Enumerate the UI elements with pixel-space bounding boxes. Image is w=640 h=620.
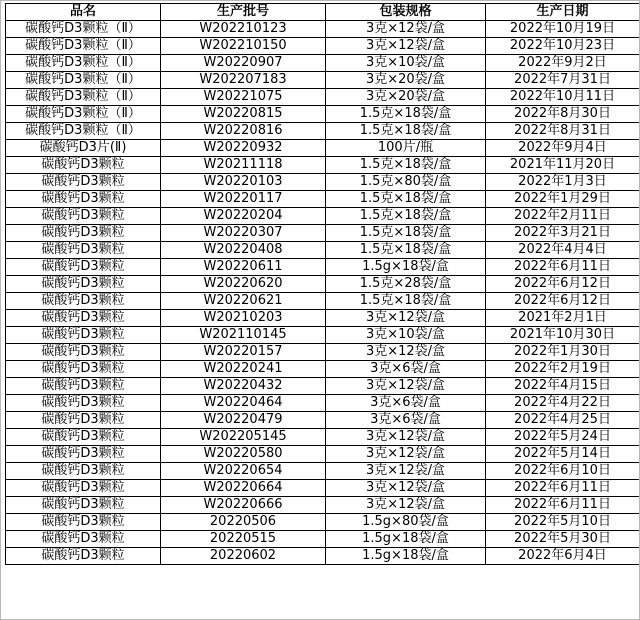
cell-product-name: 碳酸钙D3颗粒（Ⅱ） bbox=[6, 21, 161, 38]
cell-package-spec: 100片/瓶 bbox=[326, 140, 486, 157]
cell-product-name: 碳酸钙D3颗粒 bbox=[6, 208, 161, 225]
table-row bbox=[6, 276, 640, 293]
cell-production-date: 2022年6月12日 bbox=[486, 293, 640, 310]
cell-package-spec: 3克×12袋/盒 bbox=[326, 378, 486, 395]
cell-package-spec: 1.5g×18袋/盒 bbox=[326, 259, 486, 276]
cell-batch-number: W20220932 bbox=[161, 140, 326, 157]
cell-package-spec: 3克×12袋/盒 bbox=[326, 21, 486, 38]
cell-batch-number: W20220432 bbox=[161, 378, 326, 395]
table-row bbox=[6, 123, 640, 140]
cell-batch-number: W20220479 bbox=[161, 412, 326, 429]
cell-production-date: 2022年4月25日 bbox=[486, 412, 640, 429]
cell-product-name: 碳酸钙D3颗粒 bbox=[6, 361, 161, 378]
cell-production-date: 2022年10月11日 bbox=[486, 89, 640, 106]
cell-product-name: 碳酸钙D3颗粒 bbox=[6, 259, 161, 276]
cell-product-name: 碳酸钙D3颗粒 bbox=[6, 548, 161, 565]
cell-production-date: 2022年5月14日 bbox=[486, 446, 640, 463]
cell-production-date: 2022年1月3日 bbox=[486, 174, 640, 191]
table-row bbox=[6, 174, 640, 191]
cell-production-date: 2022年8月31日 bbox=[486, 123, 640, 140]
header-batch-number: 生产批号 bbox=[161, 4, 326, 21]
cell-product-name: 碳酸钙D3颗粒 bbox=[6, 480, 161, 497]
cell-batch-number: W20220580 bbox=[161, 446, 326, 463]
cell-batch-number: 20220515 bbox=[161, 531, 326, 548]
cell-product-name: 碳酸钙D3颗粒 bbox=[6, 327, 161, 344]
batch-table bbox=[5, 3, 640, 565]
cell-product-name: 碳酸钙D3颗粒 bbox=[6, 242, 161, 259]
cell-package-spec: 1.5克×80袋/盒 bbox=[326, 174, 486, 191]
cell-batch-number: W202207183 bbox=[161, 72, 326, 89]
cell-package-spec: 3克×10袋/盒 bbox=[326, 55, 486, 72]
cell-package-spec: 3克×6袋/盒 bbox=[326, 361, 486, 378]
cell-production-date: 2022年2月19日 bbox=[486, 361, 640, 378]
cell-batch-number: W20220907 bbox=[161, 55, 326, 72]
cell-package-spec: 3克×12袋/盒 bbox=[326, 344, 486, 361]
cell-production-date: 2022年7月31日 bbox=[486, 72, 640, 89]
cell-package-spec: 3克×12袋/盒 bbox=[326, 480, 486, 497]
table-row bbox=[6, 208, 640, 225]
cell-production-date: 2022年4月4日 bbox=[486, 242, 640, 259]
table-row bbox=[6, 259, 640, 276]
table-body bbox=[6, 21, 640, 565]
cell-product-name: 碳酸钙D3片(Ⅱ) bbox=[6, 140, 161, 157]
table-row bbox=[6, 191, 640, 208]
cell-product-name: 碳酸钙D3颗粒（Ⅱ） bbox=[6, 72, 161, 89]
cell-batch-number: W20220241 bbox=[161, 361, 326, 378]
cell-product-name: 碳酸钙D3颗粒 bbox=[6, 310, 161, 327]
cell-product-name: 碳酸钙D3颗粒 bbox=[6, 276, 161, 293]
cell-production-date: 2021年10月30日 bbox=[486, 327, 640, 344]
cell-batch-number: 20220602 bbox=[161, 548, 326, 565]
cell-product-name: 碳酸钙D3颗粒 bbox=[6, 497, 161, 514]
cell-product-name: 碳酸钙D3颗粒 bbox=[6, 514, 161, 531]
cell-product-name: 碳酸钙D3颗粒 bbox=[6, 412, 161, 429]
cell-batch-number: W20220204 bbox=[161, 208, 326, 225]
cell-batch-number: W20220464 bbox=[161, 395, 326, 412]
cell-package-spec: 1.5克×18袋/盒 bbox=[326, 242, 486, 259]
cell-product-name: 碳酸钙D3颗粒 bbox=[6, 378, 161, 395]
table-row bbox=[6, 140, 640, 157]
cell-product-name: 碳酸钙D3颗粒 bbox=[6, 174, 161, 191]
cell-package-spec: 1.5克×18袋/盒 bbox=[326, 208, 486, 225]
cell-production-date: 2022年6月12日 bbox=[486, 276, 640, 293]
cell-package-spec: 1.5克×18袋/盒 bbox=[326, 293, 486, 310]
cell-batch-number: W202110145 bbox=[161, 327, 326, 344]
header-production-date: 生产日期 bbox=[486, 4, 640, 21]
cell-production-date: 2022年9月2日 bbox=[486, 55, 640, 72]
cell-batch-number: 20220506 bbox=[161, 514, 326, 531]
cell-batch-number: W20220666 bbox=[161, 497, 326, 514]
table-row bbox=[6, 497, 640, 514]
cell-product-name: 碳酸钙D3颗粒 bbox=[6, 531, 161, 548]
table-row bbox=[6, 378, 640, 395]
header-package-spec: 包装规格 bbox=[326, 4, 486, 21]
table-row bbox=[6, 480, 640, 497]
cell-package-spec: 1.5克×18袋/盒 bbox=[326, 157, 486, 174]
cell-package-spec: 1.5克×18袋/盒 bbox=[326, 123, 486, 140]
table-row bbox=[6, 412, 640, 429]
table-header-row bbox=[6, 4, 640, 21]
cell-package-spec: 3克×12袋/盒 bbox=[326, 497, 486, 514]
table-row bbox=[6, 242, 640, 259]
cell-batch-number: W20220815 bbox=[161, 106, 326, 123]
cell-package-spec: 1.5g×80袋/盒 bbox=[326, 514, 486, 531]
cell-production-date: 2022年5月10日 bbox=[486, 514, 640, 531]
table-row bbox=[6, 446, 640, 463]
cell-package-spec: 3克×12袋/盒 bbox=[326, 446, 486, 463]
cell-production-date: 2022年9月4日 bbox=[486, 140, 640, 157]
cell-package-spec: 1.5克×18袋/盒 bbox=[326, 106, 486, 123]
cell-production-date: 2022年6月4日 bbox=[486, 548, 640, 565]
cell-batch-number: W20220408 bbox=[161, 242, 326, 259]
cell-production-date: 2022年4月22日 bbox=[486, 395, 640, 412]
cell-package-spec: 3克×6袋/盒 bbox=[326, 412, 486, 429]
cell-production-date: 2021年11月20日 bbox=[486, 157, 640, 174]
cell-product-name: 碳酸钙D3颗粒 bbox=[6, 293, 161, 310]
cell-production-date: 2022年6月11日 bbox=[486, 497, 640, 514]
table-row bbox=[6, 21, 640, 38]
cell-production-date: 2022年4月15日 bbox=[486, 378, 640, 395]
cell-batch-number: W20220117 bbox=[161, 191, 326, 208]
cell-product-name: 碳酸钙D3颗粒 bbox=[6, 446, 161, 463]
cell-production-date: 2022年6月10日 bbox=[486, 463, 640, 480]
cell-product-name: 碳酸钙D3颗粒（Ⅱ） bbox=[6, 55, 161, 72]
cell-production-date: 2022年6月11日 bbox=[486, 480, 640, 497]
cell-package-spec: 1.5克×28袋/盒 bbox=[326, 276, 486, 293]
table-row bbox=[6, 72, 640, 89]
cell-batch-number: W20220611 bbox=[161, 259, 326, 276]
table-row bbox=[6, 514, 640, 531]
cell-production-date: 2022年1月29日 bbox=[486, 191, 640, 208]
cell-package-spec: 1.5克×18袋/盒 bbox=[326, 191, 486, 208]
cell-batch-number: W20220816 bbox=[161, 123, 326, 140]
cell-batch-number: W20220654 bbox=[161, 463, 326, 480]
cell-product-name: 碳酸钙D3颗粒（Ⅱ） bbox=[6, 38, 161, 55]
cell-product-name: 碳酸钙D3颗粒（Ⅱ） bbox=[6, 89, 161, 106]
cell-product-name: 碳酸钙D3颗粒 bbox=[6, 463, 161, 480]
table-row bbox=[6, 395, 640, 412]
cell-production-date: 2022年8月30日 bbox=[486, 106, 640, 123]
cell-product-name: 碳酸钙D3颗粒 bbox=[6, 157, 161, 174]
cell-production-date: 2022年5月24日 bbox=[486, 429, 640, 446]
cell-batch-number: W20211118 bbox=[161, 157, 326, 174]
cell-production-date: 2021年2月1日 bbox=[486, 310, 640, 327]
cell-package-spec: 3克×12袋/盒 bbox=[326, 463, 486, 480]
cell-package-spec: 3克×12袋/盒 bbox=[326, 38, 486, 55]
cell-production-date: 2022年6月11日 bbox=[486, 259, 640, 276]
table-row bbox=[6, 293, 640, 310]
cell-package-spec: 3克×12袋/盒 bbox=[326, 429, 486, 446]
cell-batch-number: W20220157 bbox=[161, 344, 326, 361]
cell-batch-number: W20220664 bbox=[161, 480, 326, 497]
cell-package-spec: 1.5克×18袋/盒 bbox=[326, 225, 486, 242]
table-row bbox=[6, 55, 640, 72]
table-row bbox=[6, 531, 640, 548]
cell-package-spec: 3克×6袋/盒 bbox=[326, 395, 486, 412]
table-row bbox=[6, 38, 640, 55]
cell-batch-number: W20220307 bbox=[161, 225, 326, 242]
table-row bbox=[6, 548, 640, 565]
table-row bbox=[6, 344, 640, 361]
cell-package-spec: 3克×20袋/盒 bbox=[326, 72, 486, 89]
cell-product-name: 碳酸钙D3颗粒 bbox=[6, 344, 161, 361]
table-row bbox=[6, 429, 640, 446]
cell-production-date: 2022年5月30日 bbox=[486, 531, 640, 548]
table-row bbox=[6, 89, 640, 106]
header-product-name: 品名 bbox=[6, 4, 161, 21]
cell-package-spec: 3克×10袋/盒 bbox=[326, 327, 486, 344]
table-row bbox=[6, 361, 640, 378]
table-row bbox=[6, 327, 640, 344]
cell-product-name: 碳酸钙D3颗粒 bbox=[6, 395, 161, 412]
cell-batch-number: W202210123 bbox=[161, 21, 326, 38]
cell-batch-number: W20220620 bbox=[161, 276, 326, 293]
cell-batch-number: W20221075 bbox=[161, 89, 326, 106]
cell-product-name: 碳酸钙D3颗粒 bbox=[6, 191, 161, 208]
table-row bbox=[6, 463, 640, 480]
cell-production-date: 2022年1月30日 bbox=[486, 344, 640, 361]
table-row bbox=[6, 225, 640, 242]
cell-batch-number: W20210203 bbox=[161, 310, 326, 327]
cell-product-name: 碳酸钙D3颗粒（Ⅱ） bbox=[6, 123, 161, 140]
cell-production-date: 2022年2月11日 bbox=[486, 208, 640, 225]
cell-batch-number: W20220621 bbox=[161, 293, 326, 310]
cell-batch-number: W202210150 bbox=[161, 38, 326, 55]
cell-batch-number: W20220103 bbox=[161, 174, 326, 191]
cell-product-name: 碳酸钙D3颗粒 bbox=[6, 225, 161, 242]
cell-product-name: 碳酸钙D3颗粒（Ⅱ） bbox=[6, 106, 161, 123]
cell-package-spec: 1.5g×18袋/盒 bbox=[326, 531, 486, 548]
cell-package-spec: 3克×20袋/盒 bbox=[326, 89, 486, 106]
cell-package-spec: 1.5g×18袋/盒 bbox=[326, 548, 486, 565]
cell-package-spec: 3克×12袋/盒 bbox=[326, 310, 486, 327]
cell-batch-number: W202205145 bbox=[161, 429, 326, 446]
cell-product-name: 碳酸钙D3颗粒 bbox=[6, 429, 161, 446]
cell-production-date: 2022年10月19日 bbox=[486, 21, 640, 38]
cell-production-date: 2022年10月23日 bbox=[486, 38, 640, 55]
table-row bbox=[6, 157, 640, 174]
cell-production-date: 2022年3月21日 bbox=[486, 225, 640, 242]
table-row bbox=[6, 106, 640, 123]
table-row bbox=[6, 310, 640, 327]
